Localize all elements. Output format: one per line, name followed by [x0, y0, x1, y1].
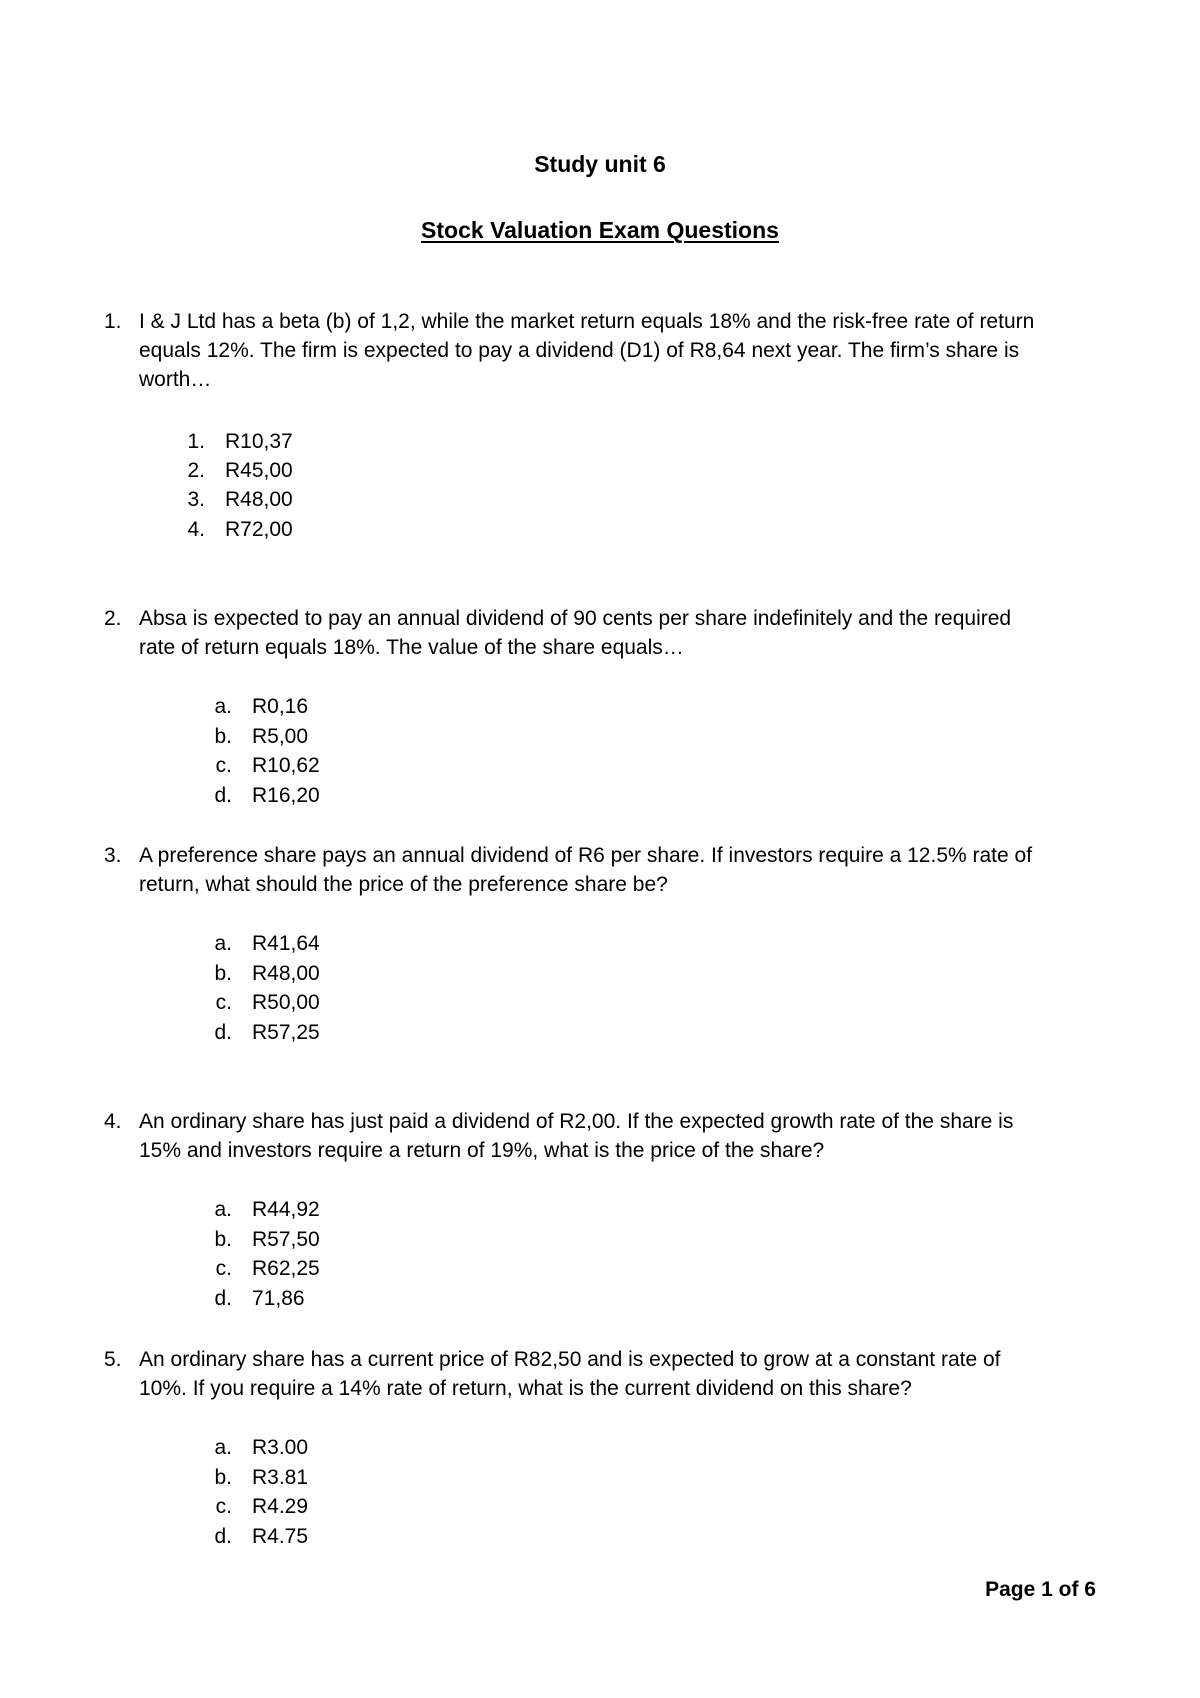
option-label: a. — [214, 1436, 232, 1459]
option-value: R44,92 — [252, 1198, 320, 1221]
option-label: d. — [214, 1525, 232, 1548]
option-value: R4.29 — [252, 1495, 309, 1518]
option-value: R45,00 — [225, 459, 293, 482]
option-label: b. — [214, 962, 232, 985]
option-value: R3.81 — [252, 1466, 309, 1489]
option-value: R0,16 — [252, 695, 309, 718]
question-text-line: equals 12%. The firm is expected to pay a dividend (D1) of R8,64 next year. The firm’s share is — [139, 339, 1020, 362]
question-number: 2. — [104, 607, 122, 630]
option-label: b. — [214, 725, 232, 748]
question-text — [139, 604, 1084, 662]
option-value: R57,25 — [252, 1021, 320, 1044]
option-label: a. — [214, 1198, 232, 1221]
option-label: a. — [214, 695, 232, 718]
option-value: R5,00 — [252, 725, 309, 748]
question-text-line: 15% and investors require a return of 19%, what is the price of the share? — [139, 1139, 825, 1162]
option-label: 3. — [187, 488, 205, 511]
option-value: R10,37 — [225, 430, 293, 453]
question-number: 3. — [104, 844, 122, 867]
option-value: R48,00 — [225, 488, 293, 511]
option-label: d. — [214, 784, 232, 807]
question-text-line: worth… — [139, 368, 212, 391]
question-text-line: An ordinary share has a current price of R82,50 and is expected to grow at a constant rate of — [139, 1348, 1001, 1371]
option-value: R41,64 — [252, 932, 320, 955]
option-value: R50,00 — [252, 991, 320, 1014]
option-label: 1. — [187, 430, 205, 453]
question-text-line: 10%. If you require a 14% rate of return, what is the current dividend on this share? — [139, 1377, 912, 1400]
question-text-line: rate of return equals 18%. The value of the share equals… — [139, 636, 684, 659]
option-label: b. — [214, 1466, 232, 1489]
option-label: c. — [215, 754, 232, 777]
option-value: R3.00 — [252, 1436, 309, 1459]
option-label: c. — [215, 1495, 232, 1518]
question-text-line: return, what should the price of the preference share be? — [139, 873, 668, 896]
question-number: 4. — [104, 1110, 122, 1133]
question-text-line: Absa is expected to pay an annual dividend of 90 cents per share indefinitely and the required — [139, 607, 1012, 630]
option-value: R48,00 — [252, 962, 320, 985]
question-text — [139, 307, 1084, 394]
option-value: R16,20 — [252, 784, 320, 807]
page-number: Page 1 of 6 — [985, 1578, 1096, 1601]
option-label: 4. — [187, 518, 205, 541]
option-value: R57,50 — [252, 1228, 320, 1251]
question-text — [139, 1107, 1084, 1165]
option-label: c. — [215, 1257, 232, 1280]
option-value: R10,62 — [252, 754, 320, 777]
document-subheading: Stock Valuation Exam Questions — [421, 217, 779, 243]
question-text-line: I & J Ltd has a beta (b) of 1,2, while the market return equals 18% and the risk-free rate of return — [139, 310, 1035, 333]
option-label: c. — [215, 991, 232, 1014]
question-number: 5. — [104, 1348, 122, 1371]
question-text — [139, 1345, 1084, 1403]
option-label: d. — [214, 1287, 232, 1310]
option-label: d. — [214, 1021, 232, 1044]
document-heading: Study unit 6 — [534, 151, 666, 177]
option-value: R62,25 — [252, 1257, 320, 1280]
option-label: 2. — [187, 459, 205, 482]
question-number: 1. — [104, 310, 122, 333]
option-value: R72,00 — [225, 518, 293, 541]
option-label: b. — [214, 1228, 232, 1251]
option-value: R4.75 — [252, 1525, 309, 1548]
question-text — [139, 841, 1084, 899]
option-value: 71,86 — [252, 1287, 305, 1310]
question-text-line: A preference share pays an annual dividend of R6 per share. If investors require a 12.5% rate of — [139, 844, 1033, 867]
question-text-line: An ordinary share has just paid a dividend of R2,00. If the expected growth rate of the share is — [139, 1110, 1014, 1133]
option-label: a. — [214, 932, 232, 955]
